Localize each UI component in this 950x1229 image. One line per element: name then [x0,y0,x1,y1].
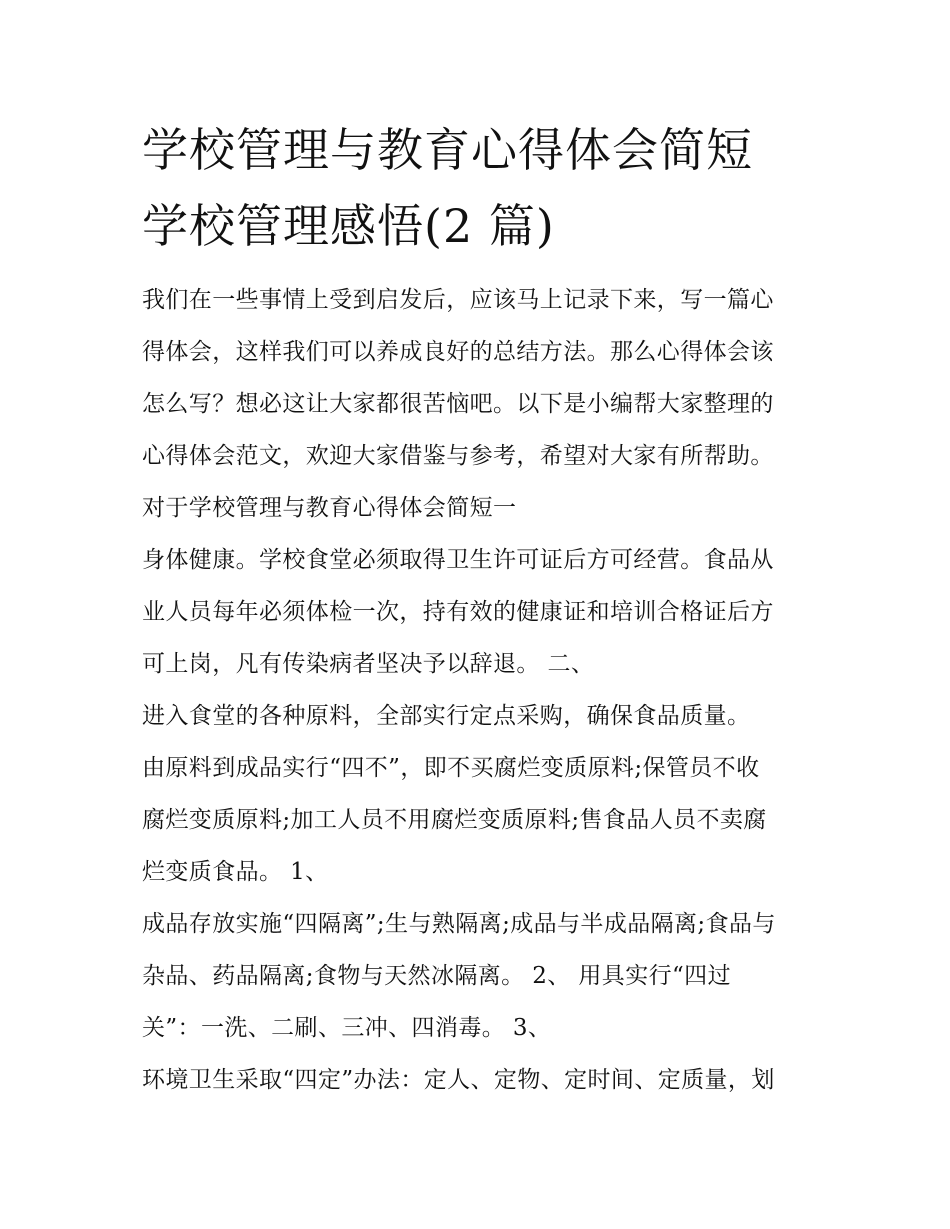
body-line: 业人员每年必须体检一次，持有效的健康证和培训合格证后方 [142,599,774,625]
title-line: 学校管理感悟(2 篇) [142,199,555,253]
body-line: 怎么写？想必这让大家都很苦恼吧。以下是小编帮大家整理的 [142,391,774,417]
body-line: 进入食堂的各种原料，全部实行定点采购，确保食品质量。 [142,703,751,729]
body-line: 得体会，这样我们可以养成良好的总结方法。那么心得体会该 [142,339,774,365]
document-page [142,112,822,1106]
body-line: 由原料到成品实行“四不”，即不买腐烂变质原料;保管员不收 [142,755,760,781]
body-line: 腐烂变质原料;加工人员不用腐烂变质原料;售食品人员不卖腐 [142,807,767,833]
body-line: 烂变质食品。 1、 [142,859,329,885]
body-line: 关”：一洗、二刷、三冲、四消毒。 3、 [142,1015,552,1041]
body-line: 杂品、药品隔离;食物与天然冰隔离。 2、 用具实行“四过 [142,963,731,989]
document-title [142,112,822,264]
section-heading: 对于学校管理与教育心得体会简短一 [142,495,517,521]
body-line: 环境卫生采取“四定”办法：定人、定物、定时间、定质量，划 [142,1067,775,1093]
body-line: 心得体会范文，欢迎大家借鉴与参考，希望对大家有所帮助。 [142,443,774,469]
body-line: 我们在一些事情上受到启发后，应该马上记录下来，写一篇心 [142,287,774,313]
body-line: 成品存放实施“四隔离”;生与熟隔离;成品与半成品隔离;食品与 [142,911,776,937]
body-line: 可上岗，凡有传染病者坚决予以辞退。 二、 [142,651,595,677]
document-body [142,274,822,1106]
body-line: 身体健康。学校食堂必须取得卫生许可证后方可经营。食品从 [142,547,774,573]
title-line: 学校管理与教育心得体会简短 [142,123,753,177]
